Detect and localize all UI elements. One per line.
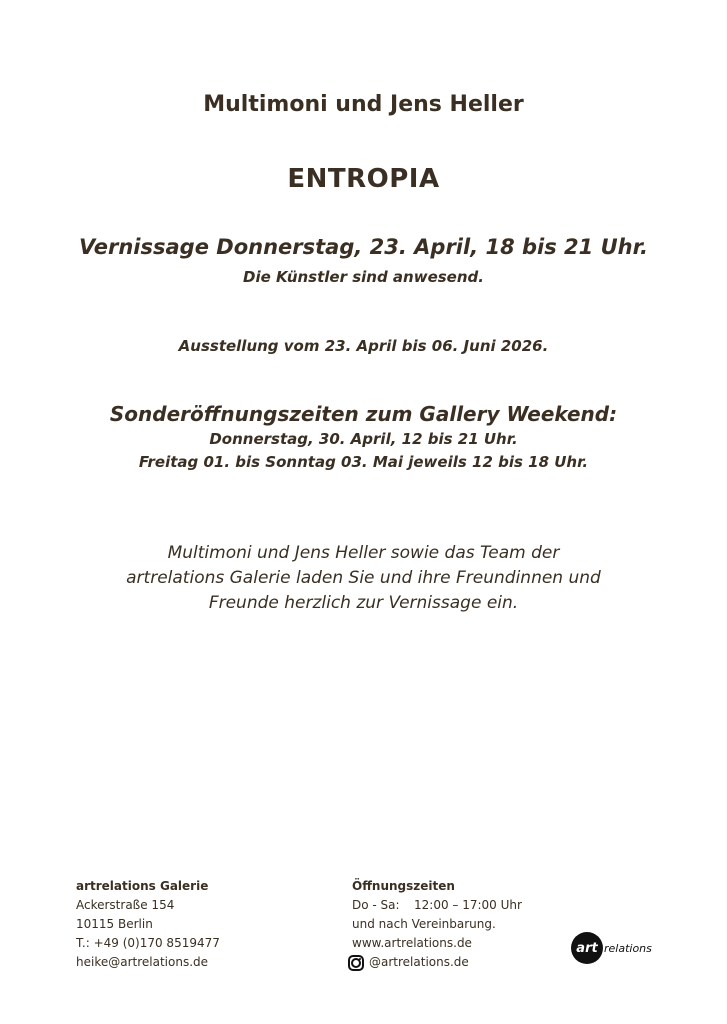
opening-times: 12:00 – 17:00 Uhr xyxy=(414,898,522,912)
invitation-line: artrelations Galerie laden Sie und ihre Freundinnen und xyxy=(126,568,601,588)
special-hours-line: Freitag 01. bis Sonntag 03. Mai jeweils 12 bis 18 Uhr. xyxy=(138,453,589,471)
artists-present-line: Die Künstler sind anwesend. xyxy=(243,268,484,286)
logo-mark: art xyxy=(571,932,603,964)
website: www.artrelations.de xyxy=(352,936,472,950)
invitation-line: Multimoni und Jens Heller sowie das Team der xyxy=(167,543,560,563)
gallery-phone: T.: +49 (0)170 8519477 xyxy=(76,936,220,950)
gallery-street: Ackerstraße 154 xyxy=(76,898,175,912)
opening-hours-heading: Öffnungszeiten xyxy=(352,879,455,893)
special-hours-heading: Sonderöffnungszeiten zum Gallery Weekend: xyxy=(109,402,618,426)
special-hours-line: Donnerstag, 30. April, 12 bis 21 Uhr. xyxy=(209,430,518,448)
instagram-icon xyxy=(348,955,364,971)
opening-hours xyxy=(352,877,522,972)
gallery-city: 10115 Berlin xyxy=(76,917,153,931)
exhibition-dates: Ausstellung vom 23. April bis 06. Juni 2026. xyxy=(178,337,549,355)
exhibition-title: ENTROPIA xyxy=(287,164,440,194)
instagram-row xyxy=(348,953,522,972)
artrelations-logo xyxy=(571,932,652,964)
instagram-handle: @artrelations.de xyxy=(369,955,469,969)
opening-days: Do - Sa: xyxy=(352,898,400,912)
opening-hours-row xyxy=(352,896,522,915)
appointment-note: und nach Vereinbarung. xyxy=(352,917,496,931)
vernissage-line: Vernissage Donnerstag, 23. April, 18 bis 21 Uhr. xyxy=(79,235,648,259)
invitation-line: Freunde herzlich zur Vernissage ein. xyxy=(208,593,519,613)
gallery-contact xyxy=(76,877,220,972)
logo-word: relations xyxy=(604,941,652,955)
gallery-name: artrelations Galerie xyxy=(76,879,209,893)
gallery-email: heike@artrelations.de xyxy=(76,955,209,969)
artists-heading: Multimoni und Jens Heller xyxy=(203,92,524,117)
